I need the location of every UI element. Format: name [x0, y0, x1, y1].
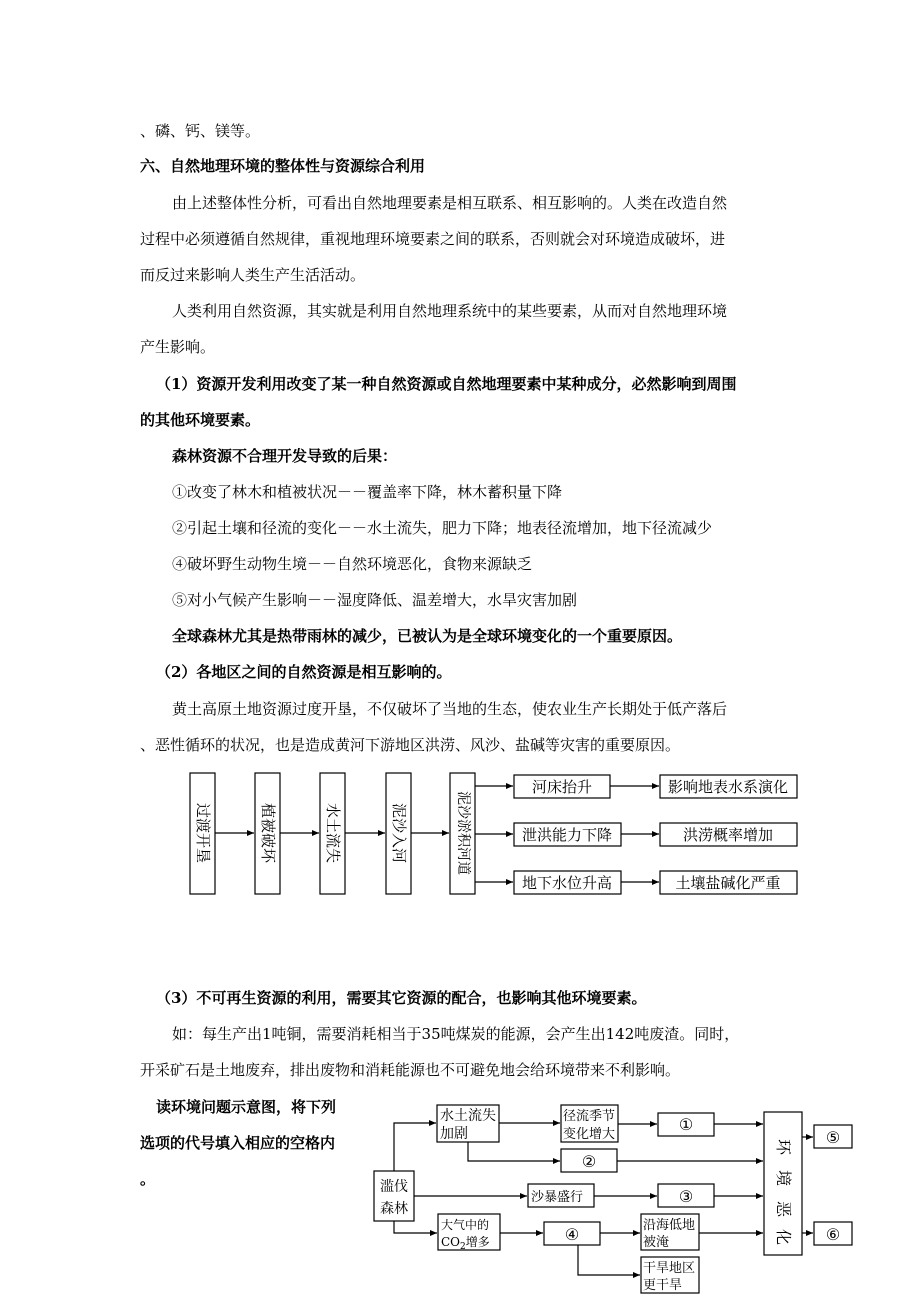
label-flood-discharge-decline: 泄洪能力下降: [521, 826, 613, 844]
label-soil-loss-2: 加剧: [440, 1126, 468, 1142]
label-coastal-2: 被淹: [643, 1235, 670, 1250]
subsection-heading: 的其他环境要素。: [140, 411, 261, 429]
list-title: 森林资源不合理开发导致的后果：: [172, 447, 398, 465]
text-line: 、磷、钙、镁等。: [140, 122, 261, 140]
label-env-3: 恶: [774, 1200, 793, 1218]
blank-label-4: ④: [564, 1225, 580, 1244]
question-text: 读环境问题示意图，将下列: [156, 1098, 337, 1116]
subsection-heading: （1）资源开发利用改变了某一种自然资源或自然地理要素中某种成分，必然影响到周围: [156, 375, 737, 393]
label-arid-2: 更干旱: [643, 1278, 683, 1293]
text-line: 产生影响。: [140, 338, 216, 356]
label-env-1: 环: [774, 1138, 793, 1156]
label-deforestation-1: 滥伐: [380, 1179, 408, 1195]
label-runoff-2: 变化增大: [563, 1127, 616, 1142]
label-groundwater-rise: 地下水位升高: [521, 874, 613, 892]
label-env-4: 化: [774, 1228, 793, 1246]
text-line: 而反过来影响人类生产生活活动。: [140, 266, 366, 284]
label-salinization: 土壤盐碱化严重: [675, 874, 781, 892]
label-water-system: 影响地表水系演化: [667, 778, 789, 796]
blank-label-6: ⑥: [825, 1225, 841, 1244]
list-item: ②引起土壤和径流的变化－－水土流失，肥力下降；地表径流增加，地下径流减少: [172, 519, 713, 537]
label-vegetation-damage: 植被破坏: [259, 802, 277, 864]
label-sandstorm: 沙暴盛行: [531, 1190, 584, 1205]
blank-label-3: ③: [678, 1187, 694, 1206]
question-text: 。: [140, 1170, 156, 1188]
blank-label-2: ②: [581, 1152, 597, 1171]
section-heading: 六、自然地理环境的整体性与资源综合利用: [140, 157, 426, 175]
label-deforestation-2: 森林: [380, 1201, 408, 1217]
text-line: 黄土高原土地资源过度开垦，不仅破坏了当地的生态，使农业生产长期处于低产落后: [172, 700, 728, 718]
label-soil-erosion: 水土流失: [324, 802, 342, 864]
label-co2-1: 大气中的: [441, 1218, 490, 1232]
text-line: 开采矿石是土地废弃，排出废物和消耗能源也不可避免地会给环境带来不利影响。: [140, 1061, 681, 1079]
label-over-cultivation: 过渡开垦: [194, 802, 212, 864]
text-line: 过程中必须遵循自然规律，重视地理环境要素之间的联系，否则就会对环境造成破坏，进: [140, 230, 726, 248]
label-flood-probability: 洪涝概率增加: [682, 826, 774, 844]
label-coastal-1: 沿海低地: [643, 1218, 696, 1233]
text-line: 人类利用自然资源，其实就是利用自然地理系统中的某些要素，从而对自然地理环境: [172, 302, 728, 320]
label-co2-2: $CO_2$增多: [441, 1235, 490, 1252]
subsection-heading: （2）各地区之间的自然资源是相互影响的。: [156, 663, 452, 681]
label-sediment-into-river: 泥沙入河: [390, 802, 408, 864]
blank-label-1: ①: [678, 1115, 694, 1134]
text-line: 、恶性循环的状况，也是造成黄河下游地区洪涝、风沙、盐碱等灾害的重要原因。: [140, 736, 681, 754]
label-sediment-deposit: 泥沙淤积河道: [455, 791, 471, 875]
label-env-2: 境: [774, 1169, 793, 1187]
label-riverbed-rise: 河床抬升: [531, 778, 593, 796]
label-runoff-1: 径流季节: [563, 1109, 616, 1124]
subsection-heading: （3）不可再生资源的利用，需要其它资源的配合，也影响其他环境要素。: [156, 989, 647, 1007]
text-line: 如：每生产出1吨铜，需要消耗相当于35吨煤炭的能源，会产生出142吨废渣。同时，: [172, 1025, 740, 1043]
list-item: ⑤对小气候产生影响－－湿度降低、温差增大，水旱灾害加剧: [172, 591, 578, 609]
text-line: 由上述整体性分析，可看出自然地理要素是相互联系、相互影响的。人类在改造自然: [172, 194, 728, 212]
label-arid-1: 干旱地区: [643, 1261, 696, 1276]
list-item: ①改变了林木和植被状况－－覆盖率下降，林木蓄积量下降: [172, 483, 563, 501]
bold-statement: 全球森林尤其是热带雨林的减少，已被认为是全球环境变化的一个重要原因。: [172, 627, 683, 645]
list-item: ④破坏野生动物生境－－自然环境恶化，食物来源缺乏: [172, 555, 533, 573]
label-soil-loss-1: 水土流失: [440, 1108, 496, 1124]
question-text: 选项的代号填入相应的空格内: [140, 1134, 336, 1152]
blank-label-5: ⑤: [825, 1128, 841, 1147]
